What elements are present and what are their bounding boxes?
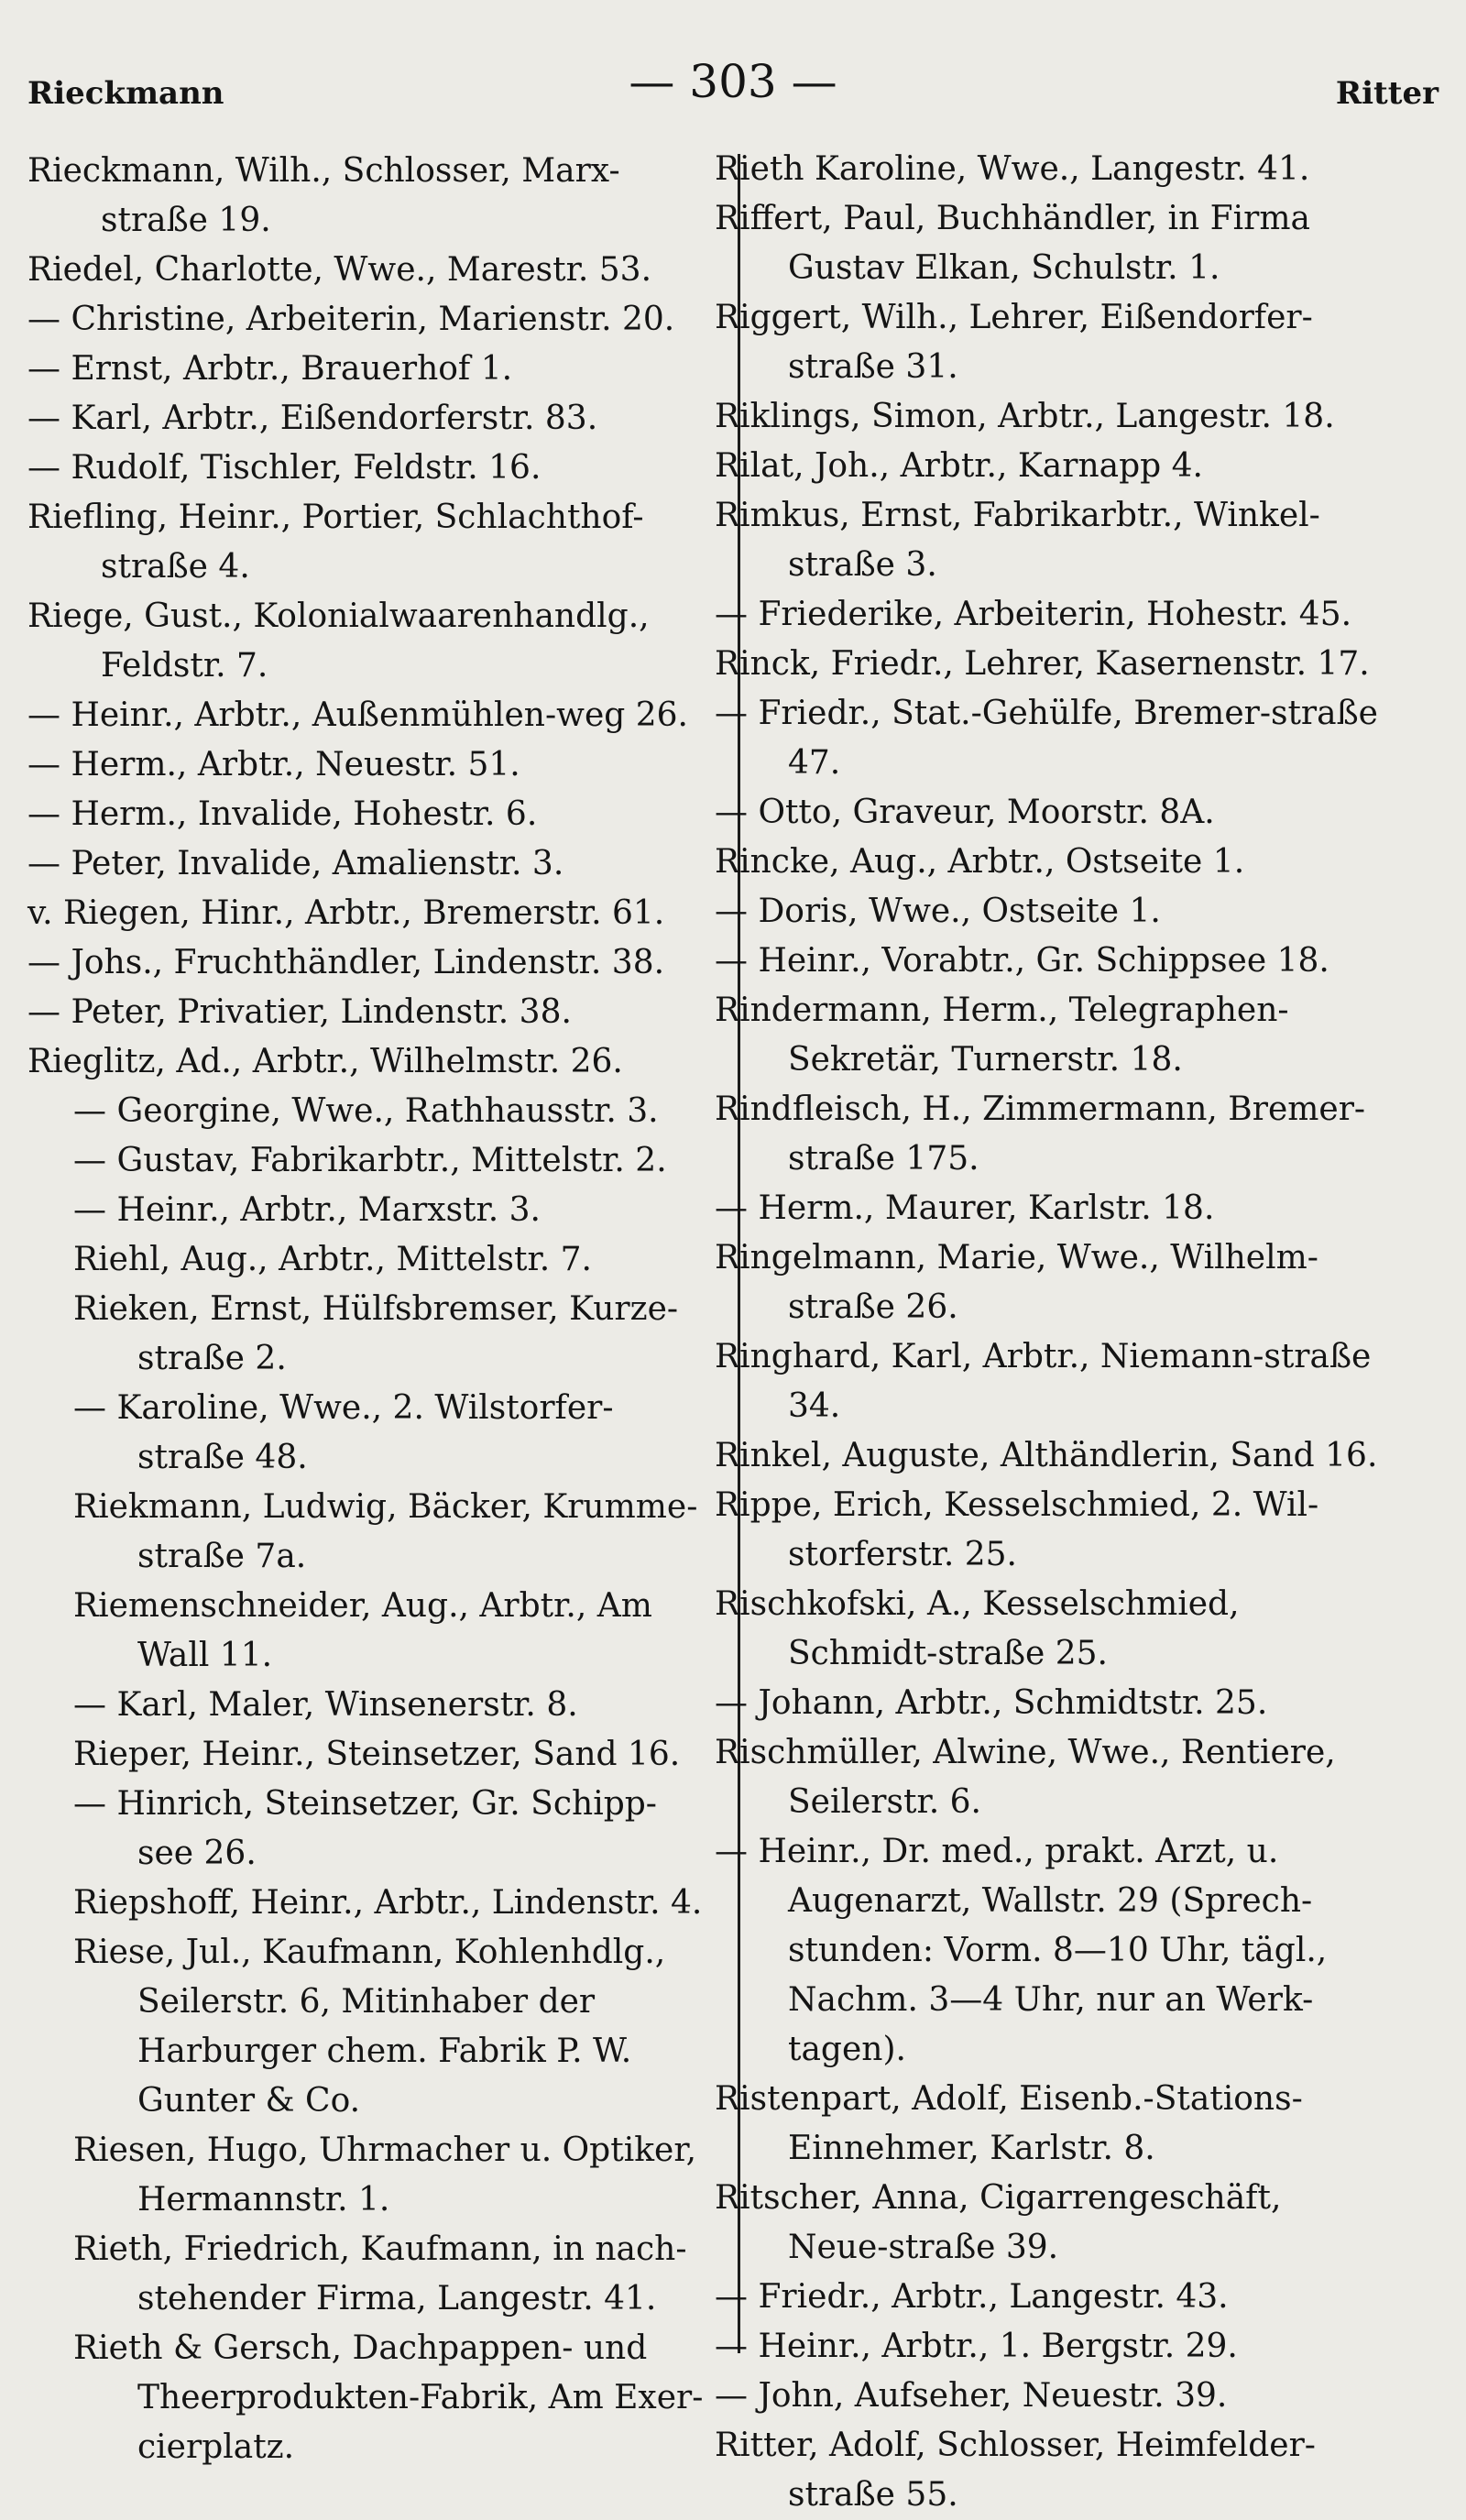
directory-entry: — Karoline, Wwe., 2. Wilstorfer-straße 48.: [73, 1389, 614, 1476]
left-column: [27, 147, 706, 2472]
directory-entry: — Ernst, Arbtr., Brauerhof 1.: [27, 350, 513, 388]
directory-entry: Rieth & Gersch, Dachpappen- und Theerprodukten-Fabrik, Am Exer-cierplatz.: [73, 2329, 704, 2466]
directory-entry: v. Riegen, Hinr., Arbtr., Bremerstr. 61.: [27, 894, 665, 932]
directory-entry: Riege, Gust., Kolonialwaarenhandlg., Feldstr. 7.: [27, 597, 650, 685]
directory-entry: — Heinr., Arbtr., 1. Bergstr. 29.: [715, 2328, 1238, 2365]
directory-entry: — Friedr., Stat.-Gehülfe, Bremer-straße 47.: [715, 695, 1378, 782]
directory-entry: — Friedr., Arbtr., Langestr. 43.: [715, 2278, 1229, 2316]
directory-entry: Riggert, Wilh., Lehrer, Eißendorfer-straße 31.: [715, 299, 1313, 386]
directory-entry: — Herm., Maurer, Karlstr. 18.: [715, 1189, 1215, 1227]
right-running-head: Ritter: [1335, 75, 1439, 112]
directory-entry: Rischmüller, Alwine, Wwe., Rentiere, Seilerstr. 6.: [715, 1734, 1336, 1821]
directory-entry: Rincke, Aug., Arbtr., Ostseite 1.: [715, 843, 1245, 881]
directory-entry: Rinck, Friedr., Lehrer, Kasernenstr. 17.: [715, 645, 1370, 683]
directory-entry: Riklings, Simon, Arbtr., Langestr. 18.: [715, 398, 1335, 435]
page-number: — 303 —: [629, 55, 837, 108]
directory-entry: Rieth Karoline, Wwe., Langestr. 41.: [715, 150, 1310, 188]
directory-entry: Rischkofski, A., Kesselschmied, Schmidt-straße 25.: [715, 1585, 1240, 1672]
directory-entry: Riese, Jul., Kaufmann, Kohlenhdlg., Seilerstr. 6, Mitinhaber der Harburger chem. Fabrik P. W. Gunter & Co.: [73, 1934, 666, 2120]
directory-entry: Ritter, Adolf, Schlosser, Heimfelder-straße 55.: [715, 2427, 1316, 2514]
directory-entry: Ritscher, Anna, Cigarrengeschäft, Neue-straße 39.: [715, 2179, 1282, 2266]
directory-entry: — John, Aufseher, Neuestr. 39.: [715, 2377, 1228, 2415]
directory-entry: Rindfleisch, H., Zimmermann, Bremer-straße 175.: [715, 1090, 1366, 1178]
directory-entry: Rippe, Erich, Kesselschmied, 2. Wil-storferstr. 25.: [715, 1486, 1319, 1573]
directory-entry: — Otto, Graveur, Moorstr. 8A.: [715, 794, 1215, 831]
directory-entry: — Johs., Fruchthändler, Lindenstr. 38.: [27, 944, 665, 981]
directory-entry: Riesen, Hugo, Uhrmacher u. Optiker, Hermannstr. 1.: [73, 2131, 697, 2219]
directory-entry: — Hinrich, Steinsetzer, Gr. Schipp-see 26.: [73, 1785, 657, 1872]
directory-entry: Riemenschneider, Aug., Arbtr., Am Wall 11.: [73, 1587, 652, 1674]
directory-entry: — Herm., Invalide, Hohestr. 6.: [27, 795, 538, 833]
directory-entry: Ringelmann, Marie, Wwe., Wilhelm-straße 26.: [715, 1239, 1318, 1326]
directory-entry: — Georgine, Wwe., Rathhausstr. 3.: [73, 1092, 659, 1130]
directory-entry: — Karl, Maler, Winsenerstr. 8.: [73, 1686, 578, 1724]
directory-entry: — Heinr., Arbtr., Außenmühlen-weg 26.: [27, 696, 688, 734]
directory-entry: — Rudolf, Tischler, Feldstr. 16.: [27, 449, 542, 487]
directory-entry: Rinkel, Auguste, Althändlerin, Sand 16.: [715, 1437, 1378, 1474]
directory-entry: — Gustav, Fabrikarbtr., Mittelstr. 2.: [73, 1142, 667, 1179]
directory-entry: Rimkus, Ernst, Fabrikarbtr., Winkel-straße 3.: [715, 497, 1320, 584]
directory-entry: Riedel, Charlotte, Wwe., Marestr. 53.: [27, 251, 652, 289]
directory-entry: Rieckmann, Wilh., Schlosser, Marx-straße 19.: [27, 152, 620, 239]
directory-entry: Ringhard, Karl, Arbtr., Niemann-straße 34.: [715, 1338, 1372, 1425]
directory-entry: — Karl, Arbtr., Eißendorferstr. 83.: [27, 400, 598, 437]
directory-entry: — Peter, Privatier, Lindenstr. 38.: [27, 993, 572, 1031]
directory-entry: Riefling, Heinr., Portier, Schlachthof-straße 4.: [27, 499, 644, 586]
directory-entry: Ristenpart, Adolf, Eisenb.-Stations-Einnehmer, Karlstr. 8.: [715, 2080, 1303, 2167]
directory-entry: — Johann, Arbtr., Schmidtstr. 25.: [715, 1684, 1268, 1722]
directory-entry: Riekmann, Ludwig, Bäcker, Krumme-straße 7a.: [73, 1488, 698, 1575]
directory-entry: — Friederike, Arbeiterin, Hohestr. 45.: [715, 596, 1352, 633]
directory-entry: — Christine, Arbeiterin, Marienstr. 20.: [27, 301, 675, 338]
directory-entry: Rieth, Friedrich, Kaufmann, in nach-stehender Firma, Langestr. 41.: [73, 2230, 687, 2317]
directory-entry: — Heinr., Arbtr., Marxstr. 3.: [73, 1191, 541, 1229]
directory-entry: — Heinr., Vorabtr., Gr. Schippsee 18.: [715, 942, 1329, 980]
directory-entry: Riffert, Paul, Buchhändler, in Firma Gustav Elkan, Schulstr. 1.: [715, 200, 1310, 287]
directory-entry: Riepshoff, Heinr., Arbtr., Lindenstr. 4.: [73, 1884, 703, 1922]
directory-entry: — Peter, Invalide, Amalienstr. 3.: [27, 845, 564, 882]
directory-entry: — Herm., Arbtr., Neuestr. 51.: [27, 746, 520, 783]
right-column: [715, 145, 1384, 2520]
directory-entry: Rilat, Joh., Arbtr., Karnapp 4.: [715, 447, 1203, 485]
directory-entry: Rieglitz, Ad., Arbtr., Wilhelmstr. 26.: [27, 1043, 623, 1080]
directory-entry: — Doris, Wwe., Ostseite 1.: [715, 893, 1161, 930]
directory-entry: Rindermann, Herm., Telegraphen-Sekretär, Turnerstr. 18.: [715, 992, 1289, 1079]
directory-entry: Rieken, Ernst, Hülfsbremser, Kurze-straße 2.: [73, 1290, 679, 1377]
directory-entry: Riehl, Aug., Arbtr., Mittelstr. 7.: [73, 1241, 592, 1278]
directory-entry: — Heinr., Dr. med., prakt. Arzt, u. Augenarzt, Wallstr. 29 (Sprech-stunden: Vorm. 8—10 Uhr, tägl., Nachm. 3—4 Uhr, nur an Werk-tagen).: [715, 1833, 1328, 2068]
left-running-head: Rieckmann: [27, 75, 224, 112]
page-header: [27, 55, 1439, 128]
directory-entry: Rieper, Heinr., Steinsetzer, Sand 16.: [73, 1736, 681, 1773]
